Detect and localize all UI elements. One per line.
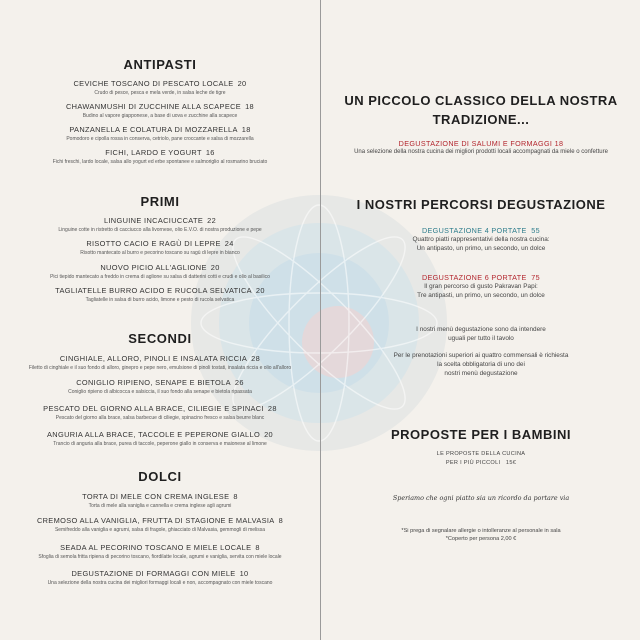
menu-item [0, 430, 320, 447]
item-price: 10 [239, 569, 249, 578]
item-description: Linguine cotte in ristretto di cacciucco alla livornese, olio E.V.O. di nostra produzione e pepe [58, 226, 262, 233]
item-description: Semifreddo alla vaniglia e agrumi, salsa di fragole, ghiacciato di Malvasia, gemmogli di melissa [54, 526, 266, 533]
item-name: DEGUSTAZIONE DI SALUMI E FORMAGGI [398, 139, 553, 148]
menu-item [0, 239, 320, 256]
menu-item [0, 148, 320, 165]
item-name: LINGUINE INCACIUCCATE [103, 216, 204, 225]
allergy-note: *Si prega di segnalare allergie o intolleranze al personale in sala [401, 528, 561, 534]
item-price: 18 [554, 139, 564, 148]
item-name: NUOVO PICIO ALL'AGLIONE [100, 263, 207, 272]
item-description: Filetto di cinghiale e il suo fondo di alloro, ginepro e pepe nero, emulsione di pinoli tostati, insalata riccia e olio all'alloro [28, 364, 292, 371]
menu-item [0, 216, 320, 233]
menu-item [0, 286, 320, 303]
item-name: FICHI, LARDO E YOGURT [105, 148, 202, 157]
prenotazioni-note [322, 351, 640, 378]
item-price: 8 [278, 516, 284, 525]
item-name: CEVICHE TOSCANO DI PESCATO LOCALE [73, 79, 234, 88]
item-description: Coniglio ripieno di albicocca e salsiccia, il suo fondo alla senape e bietola ripassata [68, 388, 252, 395]
menu-item [0, 516, 320, 533]
item-price: 20 [210, 263, 220, 272]
item-name: CHAWANMUSHI DI ZUCCHINE ALLA SCAPECE [65, 102, 242, 111]
item-description: Un antipasto, un primo, un secondo, un dolce [416, 245, 546, 252]
item-name: RISOTTO CACIO E RAGÙ DI LEPRE [86, 239, 221, 248]
item-price: 22 [207, 216, 217, 225]
item-price: 20 [237, 79, 247, 88]
item-description: Quattro piatti rappresentativi della nostra cucina: [412, 236, 550, 243]
item-description: Tagliatelle in salsa di burro acido, limone e pesto di rucola selvatica [85, 296, 235, 303]
item-name: CREMOSO ALLA VANIGLIA, FRUTTA DI STAGIONE E MALVASIA [36, 516, 275, 525]
item-price: 8 [255, 543, 260, 552]
menu-item [0, 125, 320, 142]
item-description: Pomodoro e cipolla rossa in conserva, cetriolo, pane croccante e salsa di mozzarella [66, 135, 254, 142]
item-description: Fichi freschi, lardo locale, salsa allo yogurt ed erbe spontanee e salmoriglio al rosmarino bruciato [52, 158, 268, 165]
item-price: 20 [264, 430, 273, 439]
antipasti-title: ANTIPASTI [123, 57, 197, 72]
note-line: la scelta obbligatoria di uno dei [437, 361, 525, 368]
item-price: 55 [531, 226, 540, 235]
item-description: Sfoglia di semola fritta ripiena di pecorino toscano, fiordilatte locale, agrumi e vaniglia, servita con miele locale [38, 553, 282, 560]
item-description: Torta di mele alla vaniglia e cannella e crema inglese agli agrumi [88, 502, 232, 509]
item-price: 8 [233, 492, 238, 501]
item-name: PANZANELLA E COLATURA DI MOZZARELLA [69, 125, 238, 134]
secondi-title: SECONDI [128, 331, 192, 346]
item-name: TORTA DI MELE CON CREMA INGLESE [82, 492, 230, 501]
bambini-title: PROPOSTE PER I BAMBINI [390, 427, 572, 442]
bambini-line: LE PROPOSTE DELLA CUCINA [436, 451, 526, 457]
classico-title-line: TRADIZIONE... [432, 112, 530, 127]
note-line: Per le prenotazioni superiori ai quattro commensali è richiesta [393, 352, 569, 359]
classico-item [322, 139, 640, 157]
item-name: TAGLIATELLE BURRO ACIDO E RUCOLA SELVATICA [55, 286, 252, 295]
item-price: 18 [245, 102, 254, 111]
percorsi-title: I NOSTRI PERCORSI DEGUSTAZIONE [356, 197, 606, 212]
classico-title [322, 91, 640, 129]
item-price: 75 [531, 273, 540, 282]
degustazione-4-block [322, 226, 640, 253]
item-name: SEADA AL PECORINO TOSCANO E MIELE LOCALE [60, 543, 252, 552]
item-price: 28 [267, 404, 277, 413]
bambini-block [322, 450, 640, 468]
item-description: Risotto mantecato al burro e pecorino toscano su ragù di lepre in bianco [80, 249, 240, 256]
item-description: Una selezione della nostra cucina dei migliori formaggi locali e non, accompagnato con miele toscano [47, 579, 273, 586]
item-description: Budino al vapore giapponese, a base di uova e zucchine alla scapece [82, 112, 238, 119]
item-price: 24 [224, 239, 234, 248]
classico-title-line: UN PICCOLO CLASSICO DELLA NOSTRA [344, 93, 618, 108]
item-name: DEGUSTAZIONE 6 PORTATE [421, 273, 527, 282]
note-line: I nostri menù degustazione sono da intendere [416, 326, 546, 333]
item-price: 20 [255, 286, 265, 295]
menu-item [0, 378, 320, 395]
item-description: Pescato del giorno alla brace, salsa barbecue di ciliegie, spinacino fresco e salsa beurre blanc [55, 414, 265, 421]
item-name: CINGHIALE, ALLORO, PINOLI E INSALATA RICCIA [59, 354, 248, 363]
item-description: Il gran percorso di gusto Pakravan Papi: [424, 283, 538, 290]
degustazione-6-block [322, 273, 640, 300]
item-price: 26 [234, 378, 244, 387]
item-price: 18 [241, 125, 251, 134]
item-name: DEGUSTAZIONE 4 PORTATE [421, 226, 527, 235]
item-price: 16 [205, 148, 215, 157]
footer-notes [322, 527, 640, 543]
menu-item [0, 404, 320, 421]
menu-item [0, 492, 320, 509]
item-description: Crudo di pesce, pesca e mela verde, in salsa leche de tigre [94, 89, 226, 96]
item-name: CONIGLIO RIPIENO, SENAPE E BIETOLA [76, 378, 231, 387]
item-name: DEGUSTAZIONE DI FORMAGGI CON MIELE [71, 569, 236, 578]
item-description: Tre antipasti, un primo, un secondo, un dolce [417, 292, 545, 299]
column-divider [320, 0, 321, 640]
degustazione-note [322, 325, 640, 343]
bambini-price: 15€ [505, 460, 517, 466]
item-description: Una selezione della nostra cucina dei migliori prodotti locali accompagnati da miele o confetture [354, 149, 608, 155]
menu-item [0, 263, 320, 280]
menu-item [0, 79, 320, 96]
menu-item [0, 569, 320, 586]
menu-item [0, 543, 320, 560]
primi-title: PRIMI [140, 194, 180, 209]
menu-item [0, 354, 320, 371]
note-line: uguali per tutto il tavolo [448, 335, 514, 342]
coperto-note: *Coperto per persona 2,00 € [445, 536, 517, 542]
item-description: Pici tiepido mantecato a freddo in crema di aglione su salsa di datterini cotti e crudi e olio al basilico [50, 273, 270, 280]
item-price: 28 [251, 354, 261, 363]
note-line: nostri menù degustazione [444, 370, 518, 377]
item-name: ANGURIA ALLA BRACE, TACCOLE E PEPERONE GIALLO [47, 430, 261, 439]
dolci-title: DOLCI [138, 469, 182, 484]
closing-script-text: Speriamo che ogni piatto sia un ricordo da portare via [392, 494, 570, 502]
bambini-line: PER I PIÙ PICCOLI [445, 460, 501, 466]
item-name: PESCATO DEL GIORNO ALLA BRACE, CILIEGIE E SPINACI [43, 404, 264, 413]
menu-item [0, 102, 320, 119]
item-description: Trancio di anguria alla brace, purea di taccole, peperone giallo in conserva e maionese al limone [53, 440, 267, 447]
